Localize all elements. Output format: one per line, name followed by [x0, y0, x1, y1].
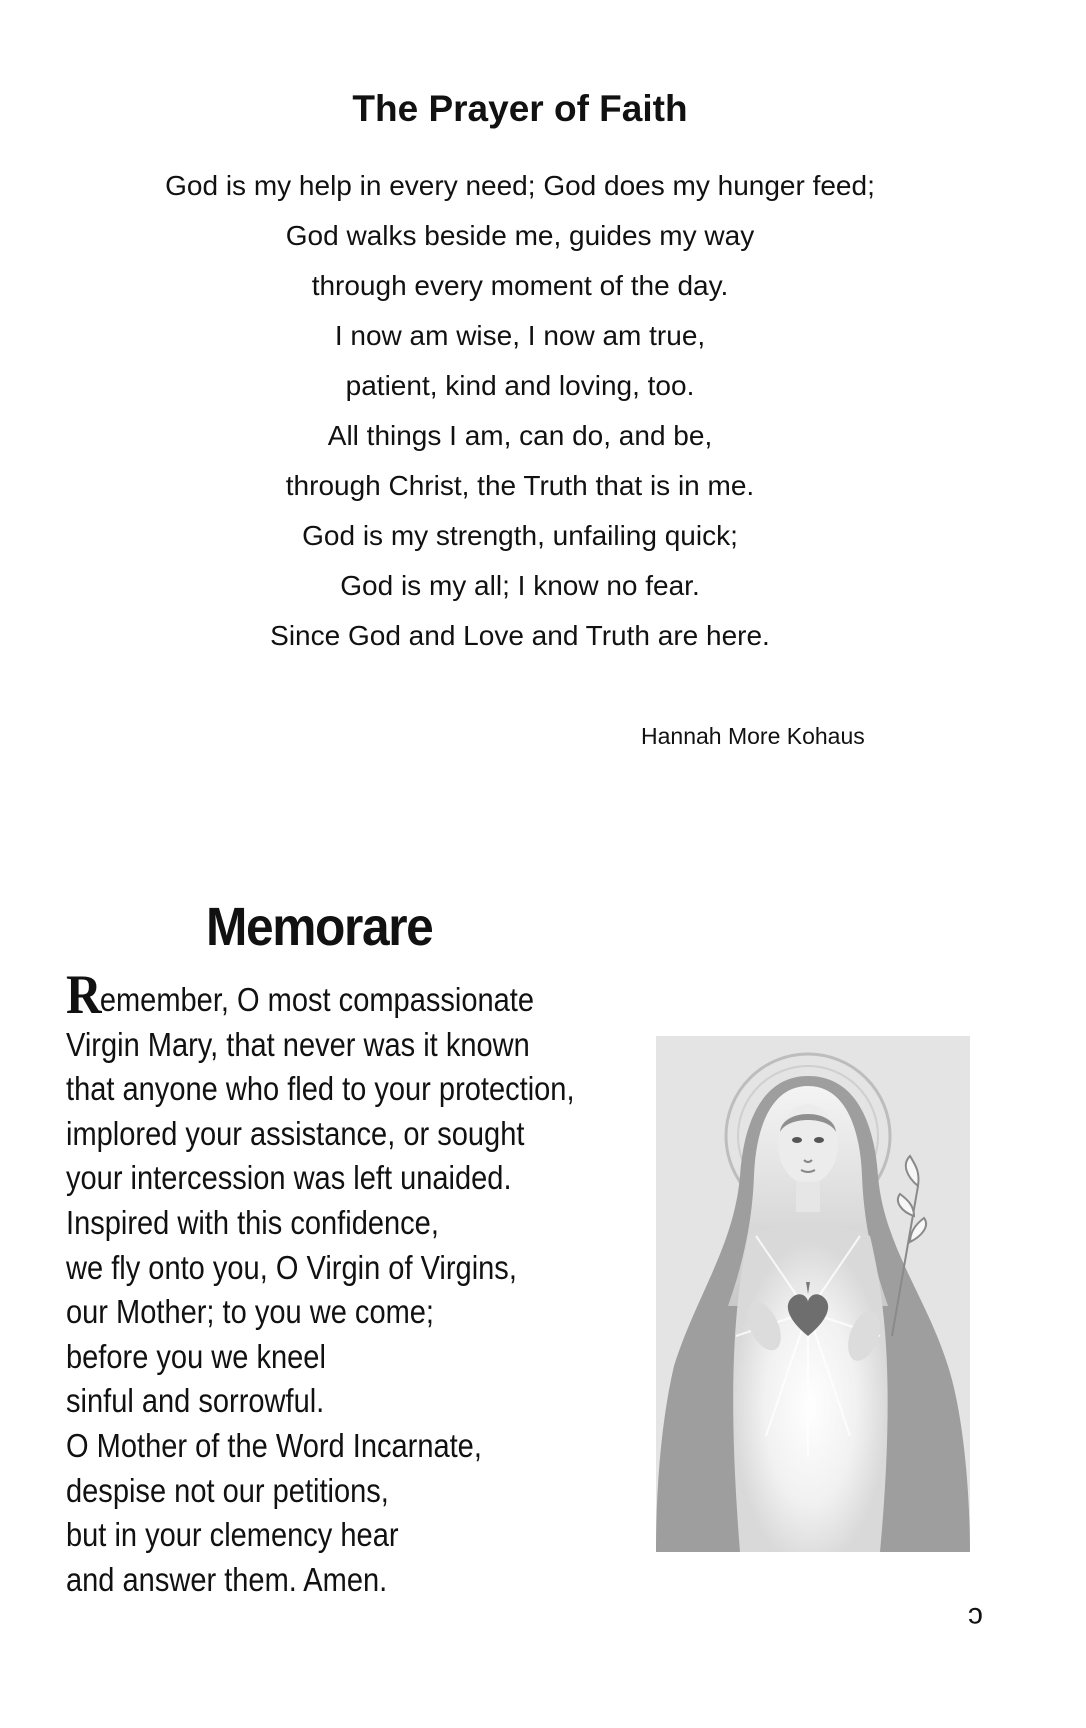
prayer-verse: [0, 161, 1040, 661]
memorare-line: Virgin Mary, that never was it known: [66, 1025, 530, 1063]
memorare-title: Memorare: [206, 897, 433, 957]
verse-line: God is my all; I know no fear.: [340, 570, 700, 601]
verse-line: God is my strength, unfailing quick;: [302, 520, 738, 551]
memorare-line: sinful and sorrowful.: [66, 1382, 325, 1420]
immaculate-heart-of-mary-image: [656, 1036, 970, 1552]
verse-line: patient, kind and loving, too.: [345, 370, 695, 401]
prayer-title: The Prayer of Faith: [352, 88, 688, 129]
memorare-line: that anyone who fled to your protection,: [66, 1070, 575, 1108]
verse-line: God walks beside me, guides my way: [285, 220, 755, 251]
memorare-line: but in your clemency hear: [66, 1516, 399, 1554]
verse-line: through every moment of the day.: [311, 270, 729, 301]
memorare-line: our Mother; to you we come;: [66, 1293, 435, 1331]
memorare-line: before you we kneel: [66, 1337, 326, 1375]
verse-line: All things I am, can do, and be,: [327, 420, 713, 451]
memorare-line: we fly onto you, O Virgin of Virgins,: [66, 1248, 517, 1286]
verse-line: I now am wise, I now am true,: [334, 320, 706, 351]
verse-line: God is my help in every need; God does my hunger feed;: [165, 170, 875, 201]
verse-line: through Christ, the Truth that is in me.: [285, 470, 755, 501]
memorare-line: Inspired with this confidence,: [66, 1203, 439, 1241]
memorare-line: and answer them. Amen.: [66, 1560, 388, 1598]
memorare-line: [66, 964, 594, 1026]
first-line-text: emember, O most compassionate: [99, 981, 535, 1018]
page-number: c: [968, 1601, 983, 1634]
drop-cap: R: [66, 964, 100, 1026]
memorare-line: implored your assistance, or sought: [66, 1114, 525, 1152]
memorare-line: your intercession was left unaided.: [66, 1159, 512, 1197]
memorare-text: [66, 964, 594, 1602]
verse-line: Since God and Love and Truth are here.: [270, 620, 770, 651]
memorare-line: O Mother of the Word Incarnate,: [66, 1426, 482, 1464]
prayer-author: Hannah More Kohaus: [641, 723, 865, 749]
memorare-line: despise not our petitions,: [66, 1471, 389, 1509]
mary-illustration: [656, 1036, 970, 1552]
